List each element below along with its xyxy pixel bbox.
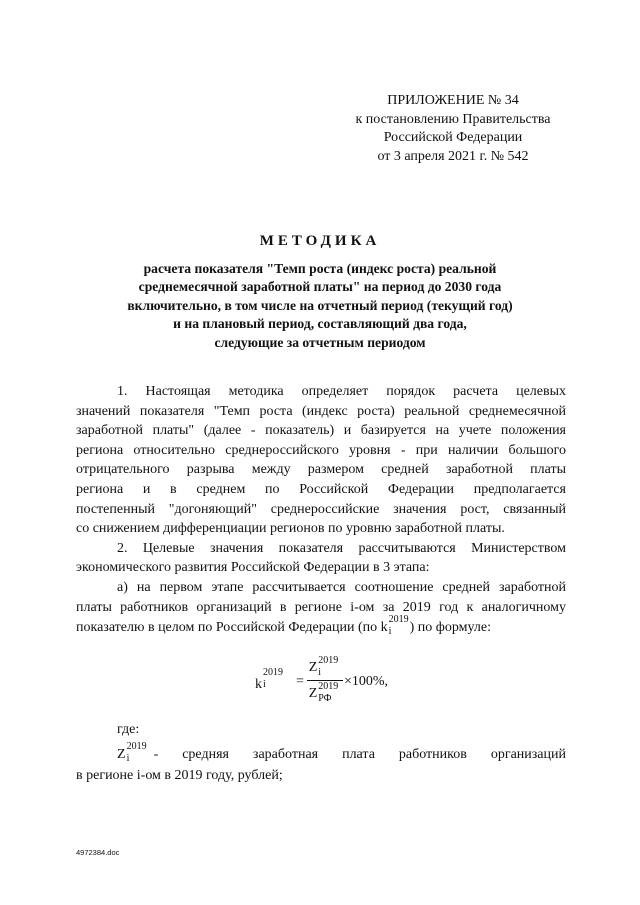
denominator-subscript: РФ: [318, 693, 332, 704]
paragraph-text: показателю в целом по Российской Федерации (по: [76, 620, 381, 636]
paragraph-line-with-symbol: [76, 614, 566, 639]
formula-lhs: [255, 667, 290, 693]
paragraph-line: значений показателя "Темп роста (индекс роста) реальной среднемесячной: [76, 403, 566, 419]
formula-multiplier: ×100%,: [344, 674, 389, 689]
paragraph-line: постепенный "догоняющий" среднероссийские значения рост, связанный: [76, 501, 566, 517]
file-name-footer: 4972384.doc: [76, 848, 120, 857]
subtitle-line: и на плановый период, составляющий два года,: [173, 316, 467, 332]
formula-equals: =: [296, 674, 304, 689]
paragraph-line: со снижением дифференциации регионов по уровню заработной платы.: [76, 521, 505, 537]
numerator-superscript: 2019: [318, 655, 339, 666]
k-superscript: 2019: [388, 614, 409, 626]
numerator-subscript: i: [318, 667, 322, 678]
denominator-superscript: 2019: [318, 681, 339, 692]
subtitle-line: среднемесячной заработной платы" на период до 2030 года: [138, 279, 502, 295]
paragraph-line: заработной платы" (далее - показатель) и базируется на учете положения: [76, 423, 566, 439]
paragraph-line: региона и в среднем по Российской Федерации предполагается: [76, 481, 566, 497]
paragraph-3: [76, 578, 566, 639]
subtitle-line: включительно, в том числе на отчетный период (текущий год): [127, 297, 513, 313]
definition-text: - средняя заработная плата работников организаций: [153, 747, 566, 762]
document-subtitle: [60, 260, 580, 352]
paragraph-line: отрицательного разрыва между размером средней заработной платы: [76, 462, 566, 478]
paragraph-line: 2. Целевые значения показателя рассчитываются Министерством: [117, 540, 566, 556]
paragraph-text: ) по формуле:: [409, 620, 491, 636]
annex-resolution: к постановлению Правительства: [355, 111, 551, 127]
numerator-z: Z: [308, 660, 318, 675]
formula-k: k: [255, 677, 262, 692]
definition-z-superscript: 2019: [126, 741, 147, 752]
document-body: [76, 382, 566, 639]
definition-z-subscript: i: [126, 753, 130, 764]
formula: [255, 657, 455, 707]
k-symbol: k: [380, 620, 388, 636]
where-label: где:: [117, 722, 140, 737]
paragraph-1: [76, 382, 566, 539]
definition-line: в регионе i-ом в 2019 году, рублей;: [76, 768, 283, 783]
formula-k-subscript: i: [263, 679, 266, 690]
annex-header: [340, 92, 566, 166]
formula-denominator: [307, 683, 343, 705]
definition-z: Z: [117, 747, 126, 762]
paragraph-line: региона относительно среднероссийского уровня - при наличии большого: [76, 442, 566, 458]
annex-government: Российской Федерации: [383, 130, 523, 145]
variable-definition: [76, 741, 566, 786]
denominator-z: Z: [308, 686, 318, 701]
annex-date: от 3 апреля 2021 г. № 542: [377, 148, 529, 164]
formula-k-superscript: 2019: [263, 667, 283, 678]
paragraph-line: а) на первом этапе рассчитывается соотношение средней заработной: [117, 579, 566, 595]
subtitle-line: расчета показателя "Темп роста (индекс роста) реальной: [143, 261, 497, 276]
formula-fraction: [307, 657, 343, 705]
paragraph-line: 1. Настоящая методика определяет порядок расчета целевых: [117, 384, 566, 399]
k-subscript: i: [388, 626, 392, 638]
paragraph-line: экономического развития Российской Федерации в 3 этапа:: [76, 560, 430, 576]
annex-number: ПРИЛОЖЕНИЕ № 34: [387, 93, 519, 108]
paragraph-2: [76, 539, 566, 578]
paragraph-line: платы работников организаций в регионе i-ом за 2019 год к аналогичному: [76, 599, 566, 615]
subtitle-line: следующие за отчетным периодом: [214, 334, 426, 350]
document-title: МЕТОДИКА: [259, 233, 381, 249]
definition-line: [76, 741, 566, 766]
